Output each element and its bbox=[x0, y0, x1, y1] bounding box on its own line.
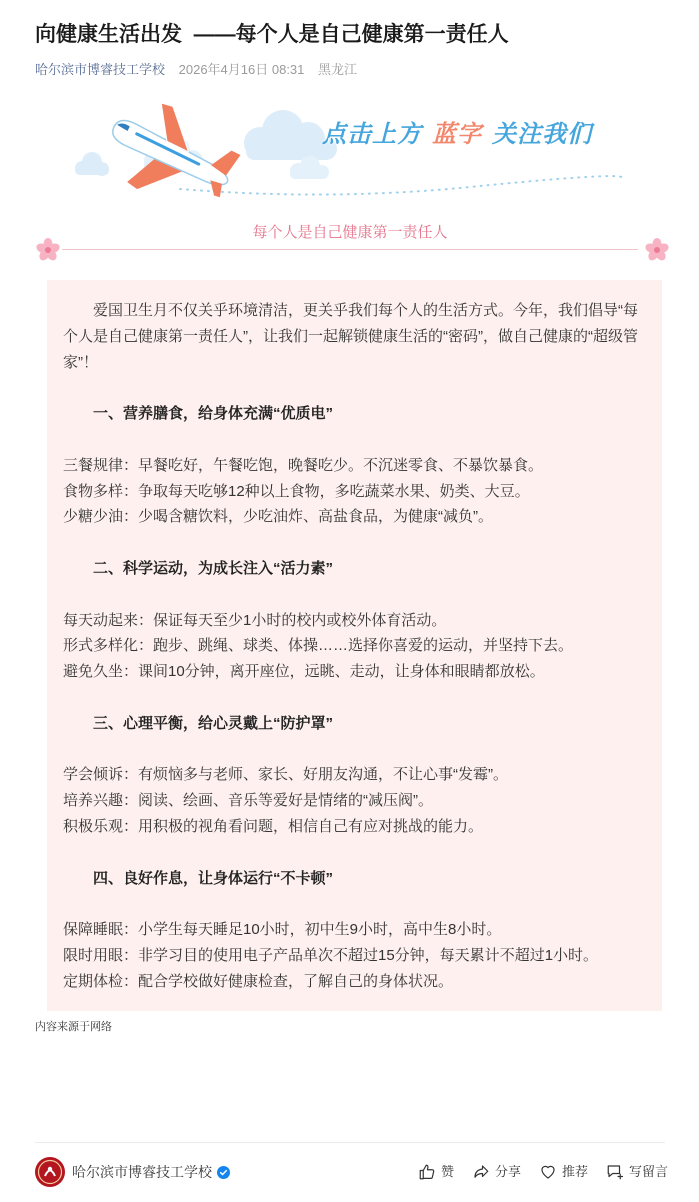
banner-text-blue-word: 蓝字 bbox=[432, 121, 482, 148]
account-name: 哈尔滨市博睿技工学校 bbox=[72, 1164, 212, 1180]
section-sleep-routine bbox=[63, 866, 650, 995]
section-exercise bbox=[63, 556, 650, 685]
follow-banner bbox=[70, 103, 630, 203]
banner-text-follow-us: 关注我们 bbox=[492, 121, 592, 148]
intro-paragraph: 爱国卫生月不仅关乎环境清洁，更关乎我们每个人的生活方式。今年，我们倡导“每个人是自己健康第一责任人”，让我们一起解锁健康生活的“密码”，做自己健康的“超级管家”！ bbox=[63, 302, 638, 371]
share-label: 分享 bbox=[495, 1164, 522, 1179]
flower-icon bbox=[36, 238, 60, 262]
author-link[interactable]: 哈尔滨市博睿技工学校 bbox=[35, 62, 166, 77]
article-meta bbox=[35, 61, 367, 79]
list-item: 限时用眼：非学习目的使用电子产品单次不超过15分钟，每天累计不超过1小时。 bbox=[63, 946, 599, 964]
follow-prompt bbox=[322, 120, 592, 150]
list-item: 每天动起来：保证每天至少1小时的校内或校外体育活动。 bbox=[63, 611, 447, 629]
section-divider bbox=[62, 249, 638, 250]
recommend-button[interactable] bbox=[539, 1163, 588, 1181]
section-heading: 一、营养膳食，给身体充满“优质电” bbox=[93, 405, 334, 423]
section-title: 每个人是自己健康第一责任人 bbox=[252, 224, 448, 241]
section-mental-health bbox=[63, 711, 650, 840]
recommend-label: 推荐 bbox=[562, 1164, 589, 1179]
airplane-icon bbox=[70, 103, 630, 203]
write-comment-button[interactable] bbox=[606, 1163, 668, 1181]
verified-badge-icon bbox=[217, 1166, 230, 1179]
section-heading: 二、科学运动，为成长注入“活力素” bbox=[93, 559, 334, 577]
share-icon bbox=[472, 1163, 490, 1181]
article-body bbox=[35, 280, 662, 1034]
like-button[interactable] bbox=[418, 1163, 454, 1181]
list-item: 三餐规律：早餐吃好，午餐吃饱，晚餐吃少。不沉迷零食、不暴饮暴食。 bbox=[63, 456, 544, 474]
list-item: 学会倾诉：有烦恼多与老师、家长、好朋友沟通，不让心事“发霉”。 bbox=[63, 766, 508, 784]
banner-text-click-above: 点击上方 bbox=[322, 121, 422, 148]
article-content-box bbox=[47, 280, 662, 1011]
list-item: 培养兴趣：阅读、绘画、音乐等爱好是情绪的“减压阀”。 bbox=[63, 792, 433, 810]
section-heading: 三、心理平衡，给心灵戴上“防护罩” bbox=[93, 714, 334, 732]
publish-time: 2026年4月16日 08:31 bbox=[178, 62, 305, 77]
thumbs-up-icon bbox=[418, 1163, 436, 1181]
heart-icon bbox=[539, 1163, 557, 1181]
publish-location: 黑龙江 bbox=[318, 62, 358, 77]
article-title: 向健康生活出发 ——每个人是自己健康第一责任人 bbox=[35, 23, 509, 46]
comment-icon bbox=[606, 1163, 624, 1181]
list-item: 少糖少油：少喝含糖饮料，少吃油炸、高盐食品，为健康“减负”。 bbox=[63, 508, 493, 526]
section-heading: 四、良好作息，让身体运行“不卡顿” bbox=[93, 869, 334, 887]
list-item: 保障睡眠：小学生每天睡足10小时，初中生9小时，高中生8小时。 bbox=[63, 921, 502, 939]
list-item: 避免久坐：课间10分钟，离开座位，远眺、走动，让身体和眼睛都放松。 bbox=[63, 663, 545, 681]
like-label: 赞 bbox=[441, 1164, 455, 1179]
write-comment-label: 写留言 bbox=[629, 1164, 669, 1179]
section-nutrition bbox=[63, 401, 650, 530]
list-item: 积极乐观：用积极的视角看问题，相信自己有应对挑战的能力。 bbox=[63, 817, 484, 835]
list-item: 形式多样化：跑步、跳绳、球类、体操……选择你喜爱的运动，并坚持下去。 bbox=[63, 637, 574, 655]
account-name-link[interactable] bbox=[72, 1162, 230, 1182]
share-button[interactable] bbox=[472, 1163, 521, 1181]
flower-icon bbox=[645, 238, 669, 262]
article-actions bbox=[418, 1160, 668, 1184]
list-item: 食物多样：争取每天吃够12种以上食物，多吃蔬菜水果、奶类、大豆。 bbox=[63, 482, 530, 500]
footer-divider bbox=[35, 1142, 665, 1143]
source-note: 内容来源于网络 bbox=[35, 1020, 112, 1033]
list-item: 定期体检：配合学校做好健康检查，了解自己的身体状况。 bbox=[63, 972, 454, 990]
school-emblem-icon[interactable] bbox=[35, 1157, 65, 1187]
